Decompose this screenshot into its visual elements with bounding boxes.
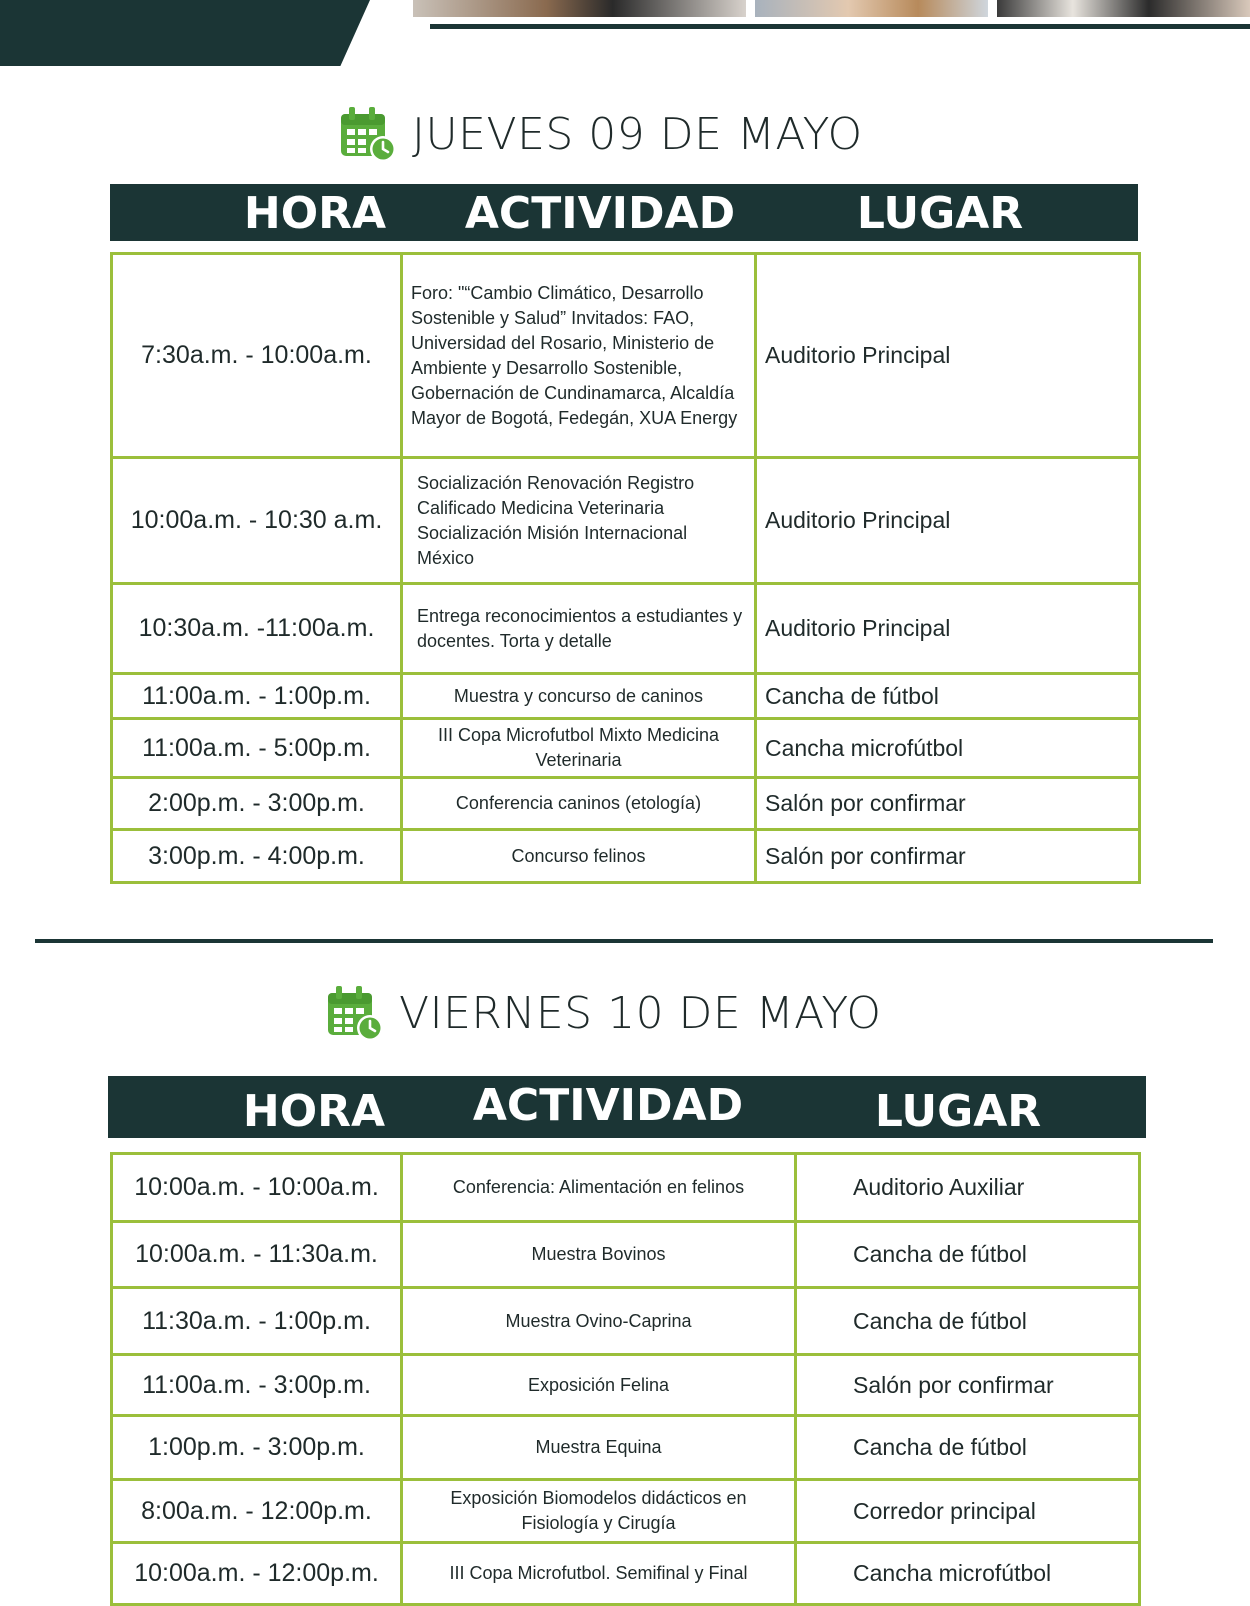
- table-row: [112, 830, 1140, 883]
- hora-cell: 11:30a.m. - 1:00p.m.: [112, 1288, 402, 1355]
- day2-title-text: VIERNES 10 DE MAYO: [399, 987, 882, 1039]
- actividad-cell: Socialización Renovación Registro Calificado Medicina Veterinaria Socialización Misión Internacional México: [402, 458, 756, 584]
- header-actividad: ACTIVIDAD: [464, 188, 736, 239]
- header-photo-1: [413, 0, 746, 17]
- table-row: [112, 674, 1140, 719]
- table-row: [112, 719, 1140, 778]
- lugar-cell: Cancha de fútbol: [796, 1222, 1140, 1288]
- day1-schedule-table: [110, 252, 1141, 884]
- actividad-cell: Exposición Biomodelos didácticos en Fisiología y Cirugía: [402, 1480, 796, 1543]
- header-lugar: LUGAR: [874, 1086, 1042, 1137]
- hora-cell: 8:00a.m. - 12:00p.m.: [112, 1480, 402, 1543]
- hora-cell: 10:00a.m. - 10:30 a.m.: [112, 458, 402, 584]
- hora-cell: 2:00p.m. - 3:00p.m.: [112, 778, 402, 830]
- table-row: [112, 1355, 1140, 1416]
- lugar-cell: Corredor principal: [796, 1480, 1140, 1543]
- actividad-cell: III Copa Microfutbol. Semifinal y Final: [402, 1543, 796, 1605]
- actividad-cell: Conferencia caninos (etología): [402, 778, 756, 830]
- hora-cell: 10:00a.m. - 10:00a.m.: [112, 1154, 402, 1222]
- day1-title-text: JUEVES 09 DE MAYO: [412, 108, 863, 160]
- actividad-cell: Exposición Felina: [402, 1355, 796, 1416]
- table-row: [112, 584, 1140, 674]
- table-row: [112, 254, 1140, 458]
- hora-cell: 10:00a.m. - 11:30a.m.: [112, 1222, 402, 1288]
- day1-table-header: [110, 184, 1138, 241]
- lugar-cell: Cancha de fútbol: [756, 674, 1140, 719]
- actividad-cell: III Copa Microfutbol Mixto Medicina Veterinaria: [402, 719, 756, 778]
- table-row: [112, 1222, 1140, 1288]
- table-row: [112, 1288, 1140, 1355]
- lugar-cell: Cancha de fútbol: [796, 1288, 1140, 1355]
- day2-table-header: [108, 1076, 1146, 1138]
- hora-cell: 1:00p.m. - 3:00p.m.: [112, 1416, 402, 1480]
- lugar-cell: Auditorio Principal: [756, 584, 1140, 674]
- header-hora: HORA: [243, 188, 387, 239]
- section-divider: [35, 939, 1213, 943]
- actividad-cell: Conferencia: Alimentación en felinos: [402, 1154, 796, 1222]
- actividad-cell: Foro: "“Cambio Climático, Desarrollo Sostenible y Salud” Invitados: FAO, Universidad del Rosario, Ministerio de Ambiente y Desarrollo Sostenible, Gobernación de Cundinamarca, Alcaldía Mayor de Bogotá, Fedegán, XUA Energy: [402, 254, 756, 458]
- day2-title: [325, 983, 881, 1043]
- table-row: [112, 1543, 1140, 1605]
- lugar-cell: Auditorio Principal: [756, 254, 1140, 458]
- day2-schedule-table: [110, 1152, 1141, 1606]
- hora-cell: 3:00p.m. - 4:00p.m.: [112, 830, 402, 883]
- actividad-cell: Muestra Ovino-Caprina: [402, 1288, 796, 1355]
- actividad-cell: Concurso felinos: [402, 830, 756, 883]
- table-row: [112, 1416, 1140, 1480]
- lugar-cell: Salón por confirmar: [756, 778, 1140, 830]
- day1-title: [338, 104, 863, 164]
- actividad-cell: Muestra Equina: [402, 1416, 796, 1480]
- hora-cell: 10:30a.m. -11:00a.m.: [112, 584, 402, 674]
- lugar-cell: Salón por confirmar: [756, 830, 1140, 883]
- top-divider: [430, 24, 1250, 29]
- hora-cell: 11:00a.m. - 3:00p.m.: [112, 1355, 402, 1416]
- hora-cell: 10:00a.m. - 12:00p.m.: [112, 1543, 402, 1605]
- header-actividad: ACTIVIDAD: [472, 1080, 744, 1131]
- table-row: [112, 1154, 1140, 1222]
- lugar-cell: Auditorio Auxiliar: [796, 1154, 1140, 1222]
- actividad-cell: Entrega reconocimientos a estudiantes y docentes. Torta y detalle: [402, 584, 756, 674]
- lugar-cell: Cancha de fútbol: [796, 1416, 1140, 1480]
- calendar-clock-icon: [338, 104, 398, 164]
- header-lugar: LUGAR: [856, 188, 1024, 239]
- hora-cell: 11:00a.m. - 1:00p.m.: [112, 674, 402, 719]
- header-hora: HORA: [242, 1086, 386, 1137]
- top-banner: [0, 0, 370, 66]
- header-photo-2: [755, 0, 988, 17]
- table-row: [112, 778, 1140, 830]
- hora-cell: 11:00a.m. - 5:00p.m.: [112, 719, 402, 778]
- lugar-cell: Salón por confirmar: [796, 1355, 1140, 1416]
- actividad-cell: Muestra Bovinos: [402, 1222, 796, 1288]
- lugar-cell: Cancha microfútbol: [756, 719, 1140, 778]
- calendar-clock-icon: [325, 983, 385, 1043]
- actividad-cell: Muestra y concurso de caninos: [402, 674, 756, 719]
- lugar-cell: Cancha microfútbol: [796, 1543, 1140, 1605]
- lugar-cell: Auditorio Principal: [756, 458, 1140, 584]
- table-row: [112, 458, 1140, 584]
- hora-cell: 7:30a.m. - 10:00a.m.: [112, 254, 402, 458]
- header-photo-3: [997, 0, 1250, 17]
- table-row: [112, 1480, 1140, 1543]
